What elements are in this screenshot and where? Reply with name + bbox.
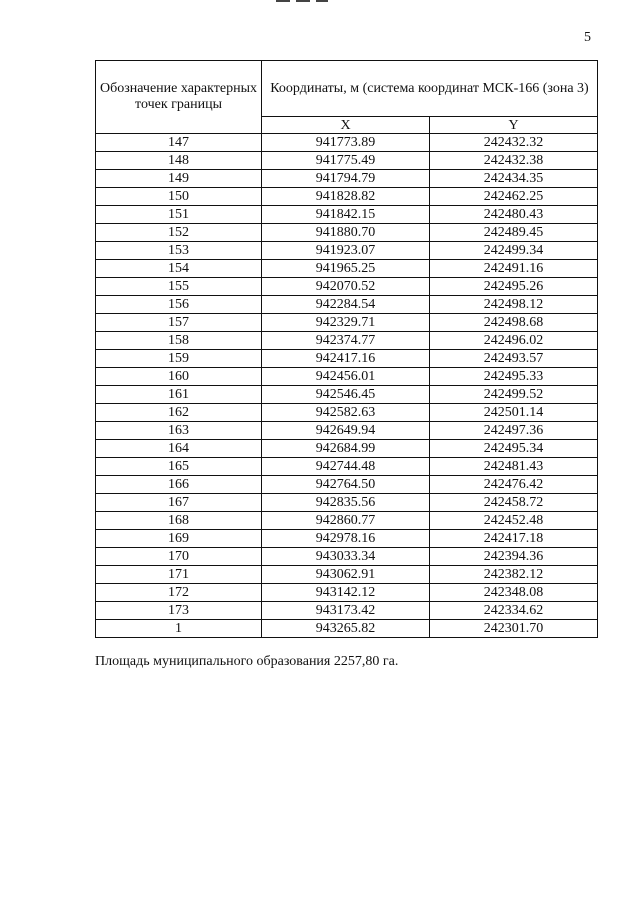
- cell-point: 160: [96, 368, 262, 386]
- table-row: [96, 494, 598, 512]
- cell-y: 242493.57: [430, 350, 598, 368]
- cell-y: 242476.42: [430, 476, 598, 494]
- cell-x: 941880.70: [262, 224, 430, 242]
- table-row: [96, 368, 598, 386]
- cell-point: 167: [96, 494, 262, 512]
- cell-point: 168: [96, 512, 262, 530]
- cell-point: 173: [96, 602, 262, 620]
- cell-point: 161: [96, 386, 262, 404]
- cell-y: 242432.32: [430, 134, 598, 152]
- cell-x: 942329.71: [262, 314, 430, 332]
- cell-x: 942546.45: [262, 386, 430, 404]
- cell-y: 242491.16: [430, 260, 598, 278]
- cell-y: 242499.52: [430, 386, 598, 404]
- cell-point: 159: [96, 350, 262, 368]
- table-row: [96, 584, 598, 602]
- table-row: [96, 386, 598, 404]
- cell-x: 942978.16: [262, 530, 430, 548]
- cell-x: 943142.12: [262, 584, 430, 602]
- table-row: [96, 566, 598, 584]
- cell-point: 149: [96, 170, 262, 188]
- coordinates-table: [95, 60, 598, 638]
- cell-x: 941828.82: [262, 188, 430, 206]
- page-number: 5: [584, 30, 591, 45]
- cell-point: 166: [96, 476, 262, 494]
- cell-x: 941773.89: [262, 134, 430, 152]
- table-row: [96, 296, 598, 314]
- cell-point: 172: [96, 584, 262, 602]
- area-statement: Площадь муниципального образования 2257,80 га.: [95, 654, 399, 669]
- table-body: [96, 134, 598, 638]
- top-edge-mark: [276, 0, 328, 5]
- table-header: [96, 61, 598, 134]
- cell-x: 942417.16: [262, 350, 430, 368]
- cell-y: 242458.72: [430, 494, 598, 512]
- cell-y: 242301.70: [430, 620, 598, 638]
- cell-x: 943265.82: [262, 620, 430, 638]
- cell-y: 242496.02: [430, 332, 598, 350]
- cell-point: 164: [96, 440, 262, 458]
- table-row: [96, 152, 598, 170]
- table-row: [96, 170, 598, 188]
- cell-point: 171: [96, 566, 262, 584]
- header-designation: Обозначение характерных точек границы: [96, 61, 262, 134]
- cell-y: 242480.43: [430, 206, 598, 224]
- cell-point: 147: [96, 134, 262, 152]
- cell-x: 942835.56: [262, 494, 430, 512]
- header-x: X: [262, 117, 430, 134]
- cell-y: 242434.35: [430, 170, 598, 188]
- cell-x: 941965.25: [262, 260, 430, 278]
- cell-x: 942374.77: [262, 332, 430, 350]
- cell-point: 157: [96, 314, 262, 332]
- table-row: [96, 440, 598, 458]
- table-row: [96, 476, 598, 494]
- cell-x: 942764.50: [262, 476, 430, 494]
- cell-x: 943062.91: [262, 566, 430, 584]
- cell-y: 242499.34: [430, 242, 598, 260]
- cell-y: 242334.62: [430, 602, 598, 620]
- cell-x: 941775.49: [262, 152, 430, 170]
- cell-x: 942284.54: [262, 296, 430, 314]
- cell-x: 943173.42: [262, 602, 430, 620]
- cell-y: 242501.14: [430, 404, 598, 422]
- cell-x: 941842.15: [262, 206, 430, 224]
- cell-x: 942456.01: [262, 368, 430, 386]
- table-row: [96, 188, 598, 206]
- cell-y: 242497.36: [430, 422, 598, 440]
- cell-x: 941923.07: [262, 242, 430, 260]
- cell-point: 165: [96, 458, 262, 476]
- table-row: [96, 260, 598, 278]
- cell-point: 156: [96, 296, 262, 314]
- header-y: Y: [430, 117, 598, 134]
- table-row: [96, 530, 598, 548]
- table-row: [96, 350, 598, 368]
- cell-y: 242498.12: [430, 296, 598, 314]
- cell-point: 155: [96, 278, 262, 296]
- cell-x: 942744.48: [262, 458, 430, 476]
- table-row: [96, 404, 598, 422]
- table-row: [96, 314, 598, 332]
- cell-x: 942582.63: [262, 404, 430, 422]
- table-row: [96, 134, 598, 152]
- cell-point: 154: [96, 260, 262, 278]
- cell-point: 152: [96, 224, 262, 242]
- table-row: [96, 620, 598, 638]
- table-row: [96, 206, 598, 224]
- cell-point: 148: [96, 152, 262, 170]
- cell-point: 169: [96, 530, 262, 548]
- cell-y: 242417.18: [430, 530, 598, 548]
- cell-y: 242495.26: [430, 278, 598, 296]
- cell-y: 242495.33: [430, 368, 598, 386]
- cell-x: 942649.94: [262, 422, 430, 440]
- cell-y: 242489.45: [430, 224, 598, 242]
- cell-point: 163: [96, 422, 262, 440]
- cell-x: 941794.79: [262, 170, 430, 188]
- header-coordinates: Координаты, м (система координат МСК-166 (зона 3): [262, 61, 598, 117]
- cell-point: 170: [96, 548, 262, 566]
- cell-point: 153: [96, 242, 262, 260]
- table-row: [96, 422, 598, 440]
- table-row: [96, 224, 598, 242]
- cell-point: 158: [96, 332, 262, 350]
- table-row: [96, 242, 598, 260]
- cell-y: 242481.43: [430, 458, 598, 476]
- cell-y: 242495.34: [430, 440, 598, 458]
- cell-x: 942860.77: [262, 512, 430, 530]
- cell-x: 942070.52: [262, 278, 430, 296]
- cell-point: 162: [96, 404, 262, 422]
- table-row: [96, 512, 598, 530]
- cell-y: 242348.08: [430, 584, 598, 602]
- table-row: [96, 602, 598, 620]
- cell-point: 151: [96, 206, 262, 224]
- cell-y: 242382.12: [430, 566, 598, 584]
- cell-y: 242452.48: [430, 512, 598, 530]
- cell-point: 150: [96, 188, 262, 206]
- table-row: [96, 458, 598, 476]
- cell-point: 1: [96, 620, 262, 638]
- cell-y: 242498.68: [430, 314, 598, 332]
- cell-y: 242432.38: [430, 152, 598, 170]
- table-row: [96, 278, 598, 296]
- cell-x: 943033.34: [262, 548, 430, 566]
- cell-x: 942684.99: [262, 440, 430, 458]
- table-row: [96, 548, 598, 566]
- cell-y: 242462.25: [430, 188, 598, 206]
- cell-y: 242394.36: [430, 548, 598, 566]
- table-row: [96, 332, 598, 350]
